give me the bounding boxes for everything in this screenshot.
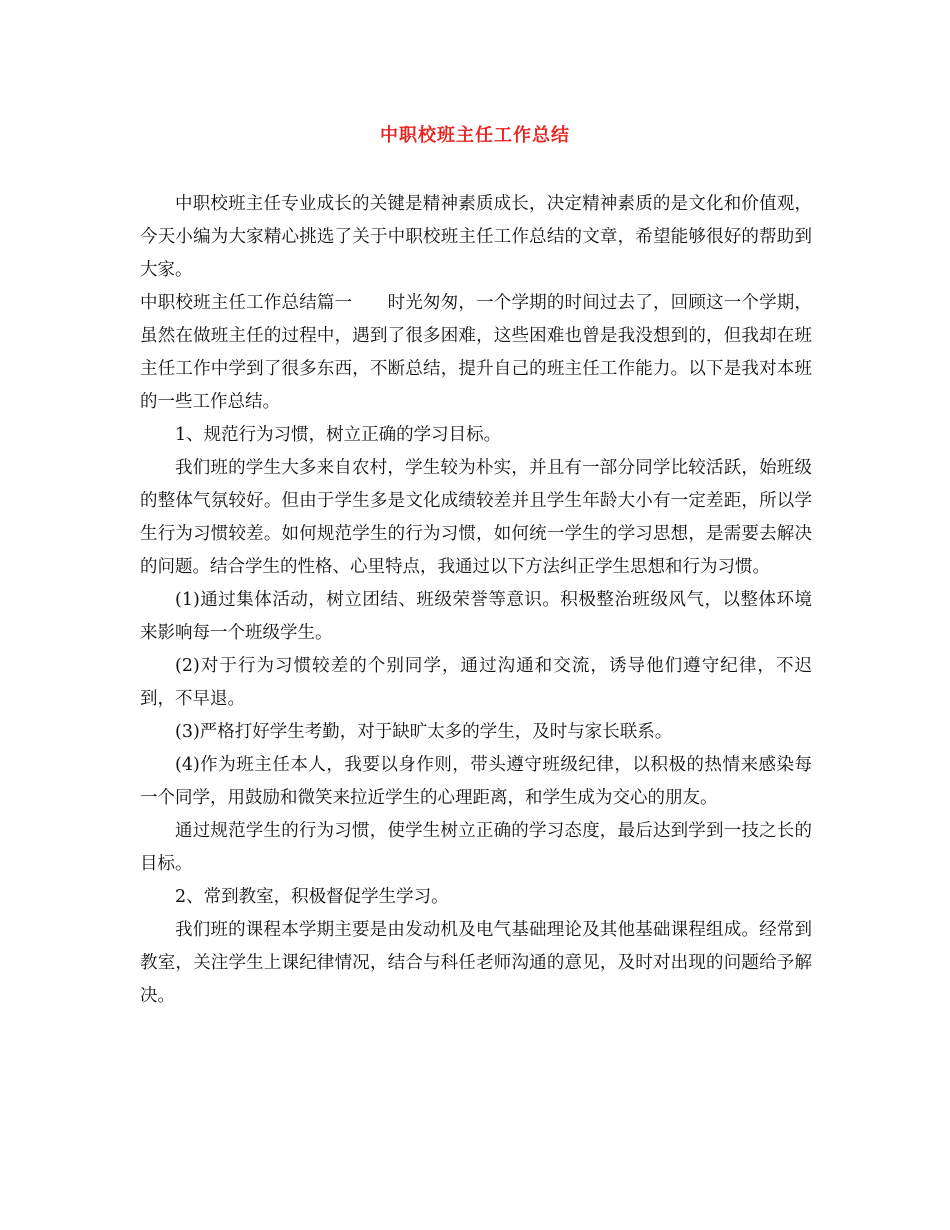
document-body xyxy=(140,188,812,1013)
section-heading-2: 2、常到教室，积极督促学生学习。 xyxy=(175,887,449,907)
paragraph-class-situation: 我们班的学生大多来自农村，学生较为朴实，并且有一部分同学比较活跃，始班级的整体气氛较好。但由于学生多是文化成绩较差并且学生年龄大小有一定差距，所以学生行为习惯较差。如何规范学生的行为习惯，如何统一学生的学习思想，是需要去解决的问题。结合学生的性格、心里特点，我通过以下方法纠正学生思想和行为习惯。 xyxy=(140,458,812,577)
paragraph-courses: 我们班的课程本学期主要是由发动机及电气基础理论及其他基础课程组成。经常到教室，关注学生上课纪律情况，结合与科任老师沟通的意见，及时对出现的问题给予解决。 xyxy=(140,920,812,1006)
section-heading-1: 1、规范行为习惯，树立正确的学习目标。 xyxy=(175,425,502,445)
paragraph-part-one-opening: 中职校班主任工作总结篇一 时光匆匆，一个学期的时间过去了，回顾这一个学期，虽然在做班主任的过程中，遇到了很多困难，这些困难也曾是我没想到的，但我却在班主任工作中学到了很多东西，不断总结，提升自己的班主任工作能力。以下是我对本班的一些工作总结。 xyxy=(140,293,812,412)
document-title: 中职校班主任工作总结 xyxy=(380,125,570,146)
paragraph-intro: 中职校班主任专业成长的关键是精神素质成长，决定精神素质的是文化和价值观，今天小编为大家精心挑选了关于中职校班主任工作总结的文章，希望能够很好的帮助到大家。 xyxy=(140,194,812,280)
paragraph-summary: 通过规范学生的行为习惯，使学生树立正确的学习态度，最后达到学到一技之长的目标。 xyxy=(140,821,812,874)
list-item-1: (1)通过集体活动，树立团结、班级荣誉等意识。积极整治班级风气，以整体环境来影响每一个班级学生。 xyxy=(140,590,812,643)
list-item-4: (4)作为班主任本人，我要以身作则，带头遵守班级纪律，以积极的热情来感染每一个同学，用鼓励和微笑来拉近学生的心理距离，和学生成为交心的朋友。 xyxy=(140,755,812,808)
list-item-2: (2)对于行为习惯较差的个别同学，通过沟通和交流，诱导他们遵守纪律，不迟到，不早退。 xyxy=(140,656,812,709)
list-item-3: (3)严格打好学生考勤，对于缺旷太多的学生，及时与家长联系。 xyxy=(175,722,673,742)
